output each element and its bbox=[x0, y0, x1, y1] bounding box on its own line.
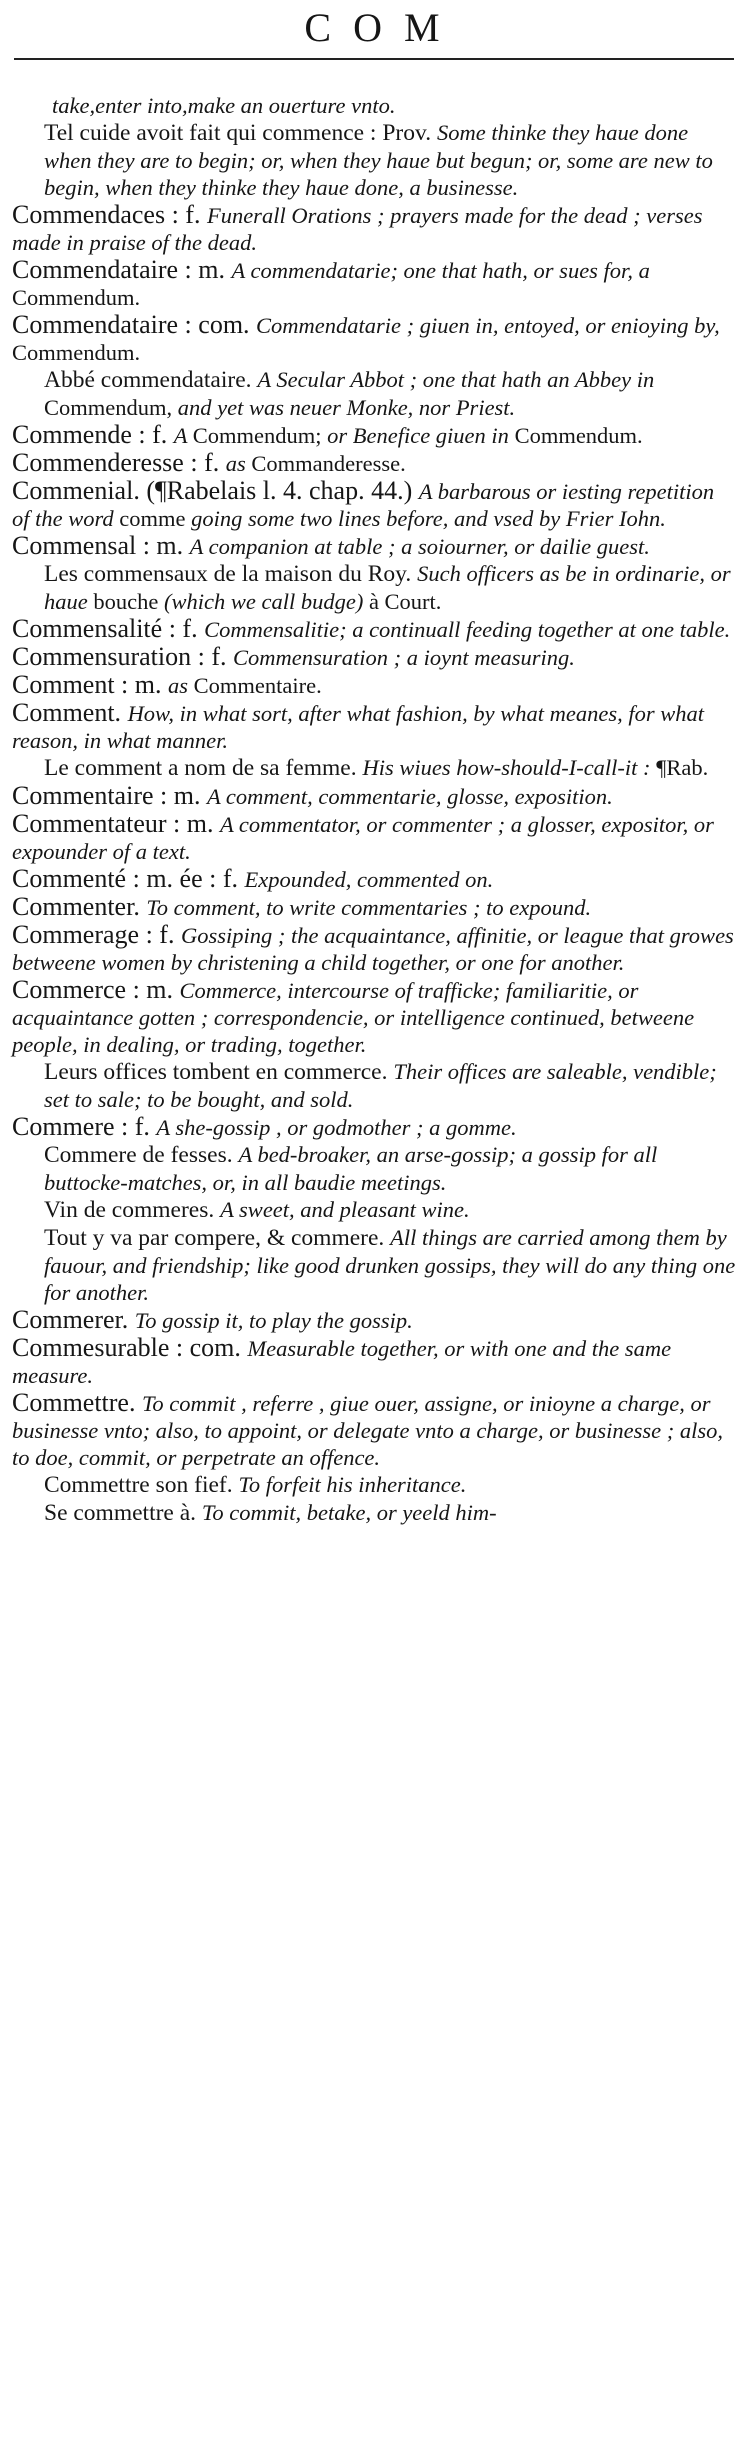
headword: Se commettre à. bbox=[44, 1500, 202, 1526]
sub-entry bbox=[8, 1058, 736, 1113]
definition-text: To commit, betake, or yeeld him- bbox=[201, 1500, 497, 1525]
headword-entry bbox=[8, 477, 736, 532]
running-title: COM bbox=[304, 5, 462, 50]
definition-text: or Benefice giuen in bbox=[327, 423, 515, 448]
definition-text: (which we call budge) bbox=[163, 589, 369, 614]
definition-text: A she-gossip , or godmother ; a gomme. bbox=[156, 1115, 517, 1140]
headword-entry bbox=[8, 256, 736, 311]
roman-text: Commentaire. bbox=[193, 673, 322, 698]
definition-text: Commendatarie ; giuen in, entoyed, or enioying by, bbox=[256, 313, 720, 338]
roman-text: Commendum, bbox=[44, 395, 178, 420]
headword: Tout y va par compere, & commere. bbox=[44, 1225, 391, 1251]
roman-text: Commendum. bbox=[514, 423, 643, 448]
continued-entry bbox=[8, 92, 736, 119]
headword: Abbé commendataire. bbox=[44, 367, 258, 393]
headword-entry bbox=[8, 643, 736, 671]
definition-text: A comment, commentarie, glosse, exposition. bbox=[206, 784, 613, 809]
sub-entry bbox=[8, 754, 736, 782]
headword: Commerce : m. bbox=[12, 975, 180, 1004]
headword: Commenter. bbox=[12, 892, 147, 921]
sub-entry bbox=[8, 1499, 736, 1527]
headword-entry bbox=[8, 976, 736, 1058]
sub-entry bbox=[8, 560, 736, 615]
definition-text: How, in what sort, after what fashion, by what meanes, for what reason, in what manner. bbox=[12, 701, 705, 753]
definition-text: To gossip it, to play the gossip. bbox=[134, 1308, 413, 1333]
definition-text: Some thinke they haue done when they are to begin; or, when they haue but begun; or, some are new to begin, when they thinke they haue done, a businesse. bbox=[44, 120, 713, 200]
headword: Commensal : m. bbox=[12, 531, 190, 560]
definition-text: A commendatarie; one that hath, or sues for, a bbox=[231, 258, 650, 283]
definition-text: as bbox=[168, 673, 194, 698]
headword: Commere de fesses. bbox=[44, 1142, 239, 1168]
headword: Commendaces : f. bbox=[12, 200, 207, 229]
headword: Commende : f. bbox=[12, 420, 174, 449]
sub-entry bbox=[8, 1471, 736, 1499]
headword: Commenté : m. ée : f. bbox=[12, 864, 245, 893]
definition-text: Commensuration ; a ioynt measuring. bbox=[232, 645, 575, 670]
headword: Commentaire : m. bbox=[12, 781, 207, 810]
headword: Commendataire : m. bbox=[12, 255, 232, 284]
headword-entry bbox=[8, 865, 736, 893]
headword-entry bbox=[8, 810, 736, 865]
roman-text: Commanderesse. bbox=[251, 451, 406, 476]
definition-text: A sweet, and pleasant wine. bbox=[220, 1197, 470, 1222]
headword-entry bbox=[8, 1306, 736, 1334]
headword-entry bbox=[8, 532, 736, 560]
headword: Commentateur : m. bbox=[12, 809, 220, 838]
headword-entry bbox=[8, 782, 736, 810]
definition-text: take,enter into,make an ouerture vnto. bbox=[52, 93, 396, 118]
definition-text: Funerall Orations ; prayers made for the dead ; verses made in praise of the dead. bbox=[12, 203, 703, 255]
headword-entry bbox=[8, 1113, 736, 1141]
definition-text: Expounded, commented on. bbox=[244, 867, 494, 892]
roman-text: ¶Rab. bbox=[656, 755, 709, 780]
definition-text: All things are carried among them by fauour, and friendship; like good drunken gossips, they will do any thing one for another. bbox=[44, 1225, 736, 1305]
headword: Le comment a nom de sa femme. bbox=[44, 755, 363, 781]
headword-entry bbox=[8, 1389, 736, 1471]
roman-text: Commendum; bbox=[192, 423, 328, 448]
sub-entry bbox=[8, 1141, 736, 1196]
headword-entry bbox=[8, 449, 736, 477]
headword-entry bbox=[8, 921, 736, 976]
entry-list bbox=[8, 60, 736, 1527]
headword-entry bbox=[8, 893, 736, 921]
headword: Commerage : f. bbox=[12, 920, 181, 949]
roman-text: à Court. bbox=[368, 589, 442, 614]
roman-text: comme bbox=[119, 506, 192, 531]
sub-entry bbox=[8, 1196, 736, 1224]
headword-entry bbox=[8, 201, 736, 256]
roman-text: Commendum. bbox=[12, 285, 141, 310]
headword-entry bbox=[8, 671, 736, 699]
headword-entry bbox=[8, 421, 736, 449]
definition-text: His wiues how-should-I-call-it : bbox=[362, 755, 657, 780]
definition-text: Measurable together, or with one and the same measure. bbox=[12, 1336, 672, 1388]
headword: Commesurable : com. bbox=[12, 1333, 248, 1362]
headword-entry bbox=[8, 615, 736, 643]
definition-text: Such officers as be in ordinarie, or haue bbox=[44, 561, 731, 614]
headword-entry bbox=[8, 1334, 736, 1389]
definition-text: Commensalitie; a continuall feeding together at one table. bbox=[204, 617, 731, 642]
definition-text: To forfeit his inheritance. bbox=[238, 1472, 467, 1497]
roman-text: Commendum. bbox=[12, 340, 141, 365]
definition-text: as bbox=[225, 451, 252, 476]
definition-text: A barbarous or iesting repetition of the word bbox=[12, 479, 715, 531]
headword: Commettre. bbox=[12, 1388, 142, 1417]
headword-entry bbox=[8, 311, 736, 366]
definition-text: A companion at table ; a soiourner, or dailie guest. bbox=[189, 534, 650, 559]
definition-text: and yet was neuer Monke, nor Priest. bbox=[177, 395, 516, 420]
headword: Vin de commeres. bbox=[44, 1197, 221, 1223]
definition-text: A bbox=[173, 423, 193, 448]
roman-text: bouche bbox=[93, 589, 164, 614]
definition-text: Their offices are saleable, vendible; set to sale; to be bought, and sold. bbox=[44, 1059, 717, 1112]
headword: Commensalité : f. bbox=[12, 614, 205, 643]
headword: Les commensaux de la maison du Roy. bbox=[44, 561, 418, 587]
headword-entry bbox=[8, 699, 736, 754]
sub-entry bbox=[8, 366, 736, 421]
sub-entry bbox=[8, 1224, 736, 1306]
headword: Commenderesse : f. bbox=[12, 448, 226, 477]
definition-text: To comment, to write commentaries ; to expound. bbox=[146, 895, 592, 920]
headword: Commensuration : f. bbox=[12, 642, 233, 671]
headword: Comment. bbox=[12, 698, 128, 727]
definition-text: A commentator, or commenter ; a glosser, expositor, or expounder of a text. bbox=[12, 812, 714, 864]
definition-text: Gossiping ; the acquaintance, affinitie, or league that growes betweene women by christening a child together, or one for another. bbox=[12, 923, 734, 975]
definition-text: A bed-broaker, an arse-gossip; a gossip for all buttocke-matches, or, in all baudie meetings. bbox=[44, 1142, 658, 1195]
definition-text: Commerce, intercourse of trafficke; familiaritie, or acquaintance gotten ; correspondencie, or intelligence continued, betweene people, in dealing, or trading, together. bbox=[12, 978, 695, 1057]
headword: Commere : f. bbox=[12, 1112, 157, 1141]
headword: Tel cuide avoit fait qui commence : Prov. bbox=[44, 120, 437, 146]
definition-text: A Secular Abbot ; one that hath an Abbey in bbox=[257, 367, 655, 392]
headword: Comment : m. bbox=[12, 670, 168, 699]
definition-text: To commit , referre , giue ouer, assigne, or inioyne a charge, or businesse vnto; also, to appoint, or delegate vnto a charge, or businesse ; also, to doe, commit, or perpetrate an offence. bbox=[12, 1391, 723, 1470]
headword: Commerer. bbox=[12, 1305, 135, 1334]
headword: Leurs offices tombent en commerce. bbox=[44, 1059, 394, 1085]
sub-entry bbox=[8, 119, 736, 201]
definition-text: going some two lines before, and vsed by Frier Iohn. bbox=[191, 506, 666, 531]
headword: Commenial. (¶Rabelais l. 4. chap. 44.) bbox=[12, 476, 419, 505]
headword: Commettre son fief. bbox=[44, 1472, 239, 1498]
headword: Commendataire : com. bbox=[12, 310, 257, 339]
